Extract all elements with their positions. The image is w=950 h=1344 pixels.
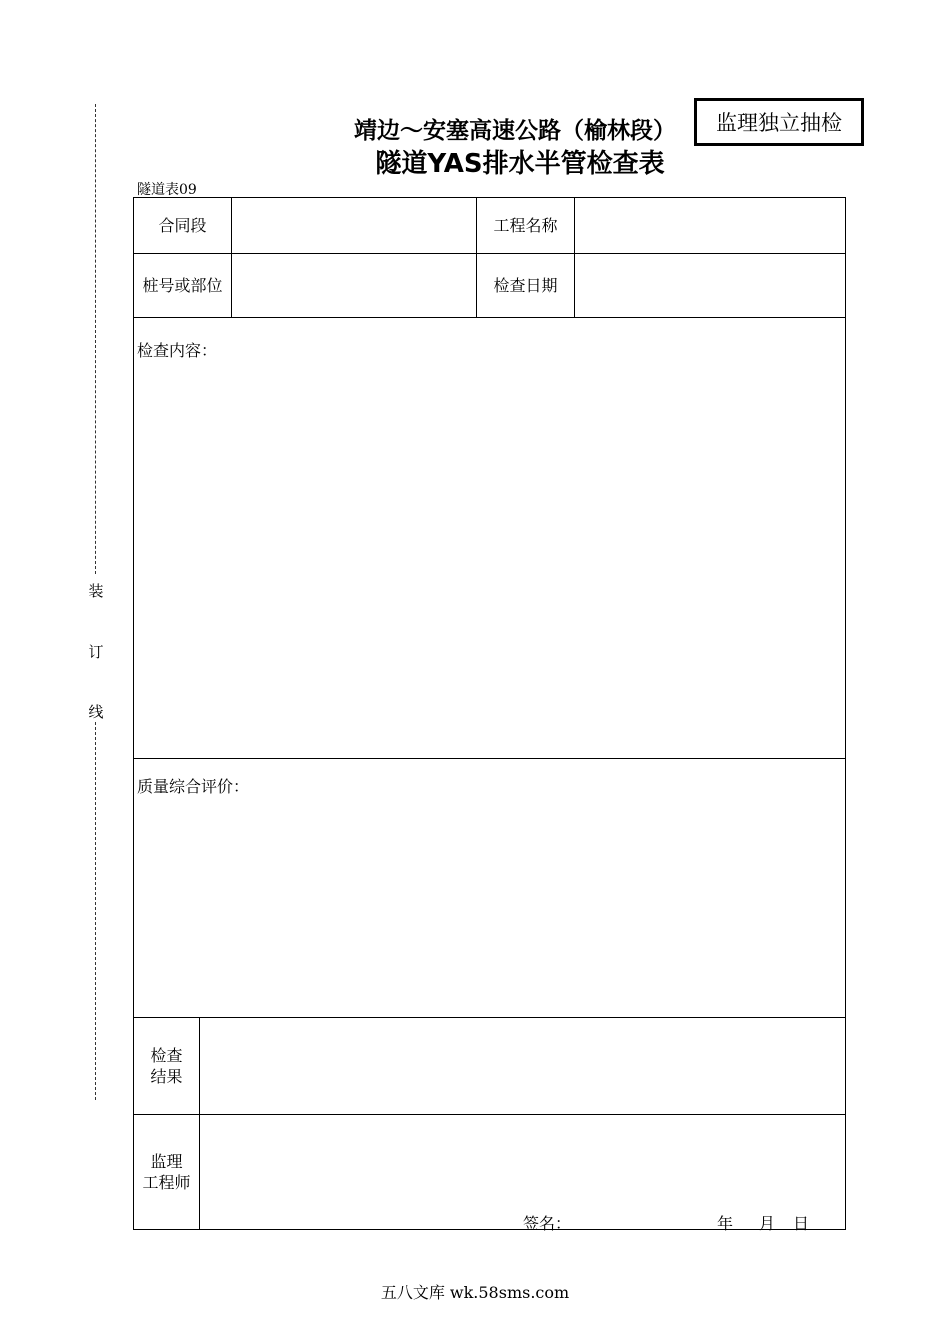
inspection-content-label: 检查内容： (137, 341, 218, 360)
row-divider-4 (134, 1017, 845, 1018)
month-label: 月 (759, 1214, 776, 1233)
quality-evaluation-label: 质量综合评价： (137, 777, 250, 796)
contract-label: 合同段 (158, 216, 207, 235)
row-divider-5 (134, 1114, 845, 1115)
project-name-value[interactable] (575, 198, 845, 253)
contract-value[interactable] (232, 198, 476, 253)
supervising-engineer-label-line2: 工程师 (142, 1173, 191, 1192)
station-label: 桩号或部位 (142, 276, 223, 295)
document-title-line2: 隧道YAS排水半管检查表 (375, 149, 665, 179)
document-title-line1: 靖边～安塞高速公路（榆林段） (354, 118, 676, 144)
signature-label: 签名： (523, 1214, 572, 1233)
row-divider-3 (134, 758, 845, 759)
inspection-result-label-line2: 结果 (150, 1067, 183, 1086)
inspection-date-label: 检查日期 (493, 276, 558, 295)
row-divider-2 (134, 317, 845, 318)
binding-line-bottom (95, 722, 96, 1100)
year-label: 年 (717, 1214, 734, 1233)
supervision-stamp: 监理独立抽检 (694, 98, 864, 146)
inspection-form (133, 197, 846, 1233)
day-label: 日 (793, 1214, 810, 1233)
inspection-result-label (134, 1018, 199, 1114)
supervising-engineer-label (134, 1115, 199, 1229)
station-value[interactable] (232, 254, 476, 317)
inspection-date-value[interactable] (575, 254, 845, 317)
binding-char-zhuang: 装 (88, 582, 104, 600)
supervising-engineer-label-line1: 监理 (150, 1152, 183, 1171)
binding-line-top (95, 104, 96, 574)
inspection-result-label-line1: 检查 (150, 1046, 183, 1065)
binding-char-ding: 订 (88, 643, 104, 661)
binding-char-xian: 线 (88, 703, 104, 721)
col-divider-bottom (199, 1017, 200, 1229)
project-name-label: 工程名称 (493, 216, 558, 235)
form-code: 隧道表09 (137, 182, 197, 198)
footer-watermark: 五八文库 wk.58sms.com (380, 1283, 570, 1302)
